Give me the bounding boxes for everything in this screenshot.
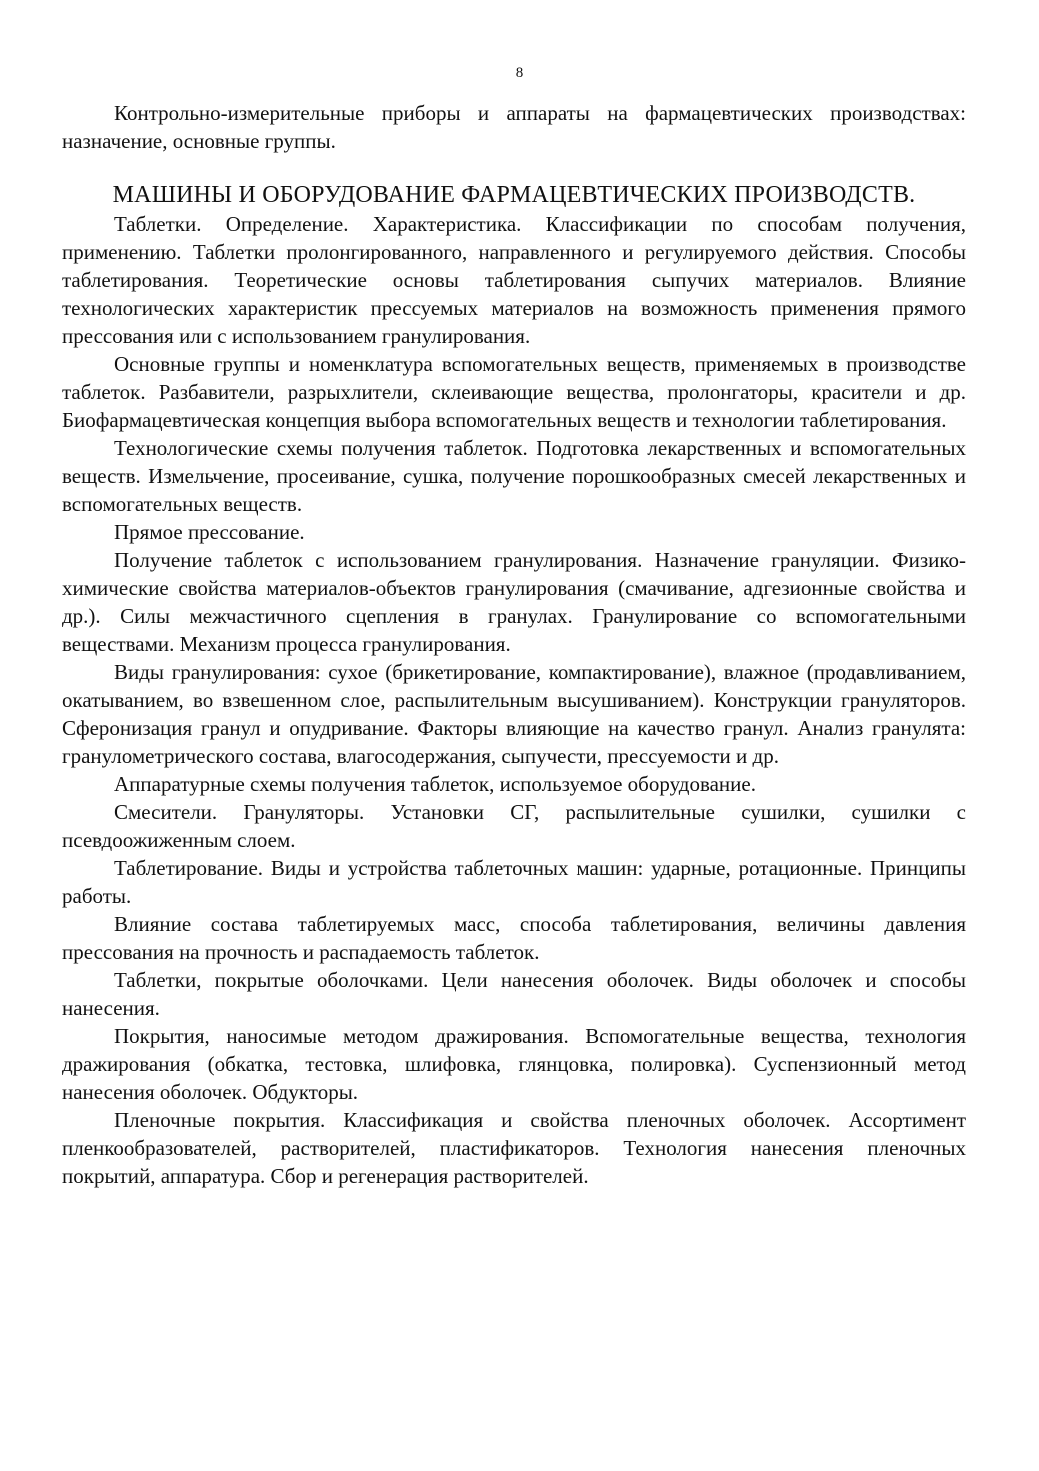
- page-content: [62, 99, 966, 1190]
- paragraph-equipment-schemes: Аппаратурные схемы получения таблеток, используемое оборудование.: [114, 772, 756, 796]
- paragraph-dragee-coating: Покрытия, наносимые методом дражирования. Вспомогательные вещества, технология дражирования (обкатка, тестовка, шлифовка, глянцовка, полировка). Суспензионный метод нанесения оболочек. Обдукторы.: [62, 1024, 966, 1104]
- paragraph-tech-schemes: Технологические схемы получения таблеток. Подготовка лекарственных и вспомогательных веществ. Измельчение, просеивание, сушка, получение порошкообразных смесей лекарственных и вспомогательных веществ.: [62, 436, 966, 516]
- intro-paragraph: Контрольно-измерительные приборы и аппараты на фармацевтических производствах: назначение, основные группы.: [62, 101, 966, 153]
- paragraph-granulation: Получение таблеток с использованием гранулирования. Назначение грануляции. Физико-химические свойства материалов-объектов гранулирования (смачивание, адгезионные свойства и др.). Силы межчастичного сцепления в гранулах. Гранулирование со вспомогательными веществами. Механизм процесса гранулирования.: [62, 548, 966, 656]
- paragraph-mixers: Смесители. Грануляторы. Установки СГ, распылительные сушилки, сушилки с псевдоожиженным слоем.: [62, 800, 966, 852]
- paragraph-direct-pressing: Прямое прессование.: [114, 520, 305, 544]
- paragraph-tablets: Таблетки. Определение. Характеристика. Классификации по способам получения, применению. Таблетки пролонгированного, направленного и регулируемого действия. Способы таблетирования. Теоретические основы таблетирования сыпучих материалов. Влияние технологических характеристик прессуемых материалов на возможность применения прямого прессования или с использованием гранулирования.: [62, 212, 966, 348]
- paragraph-coated-tablets: Таблетки, покрытые оболочками. Цели нанесения оболочек. Виды оболочек и способы нанесения.: [62, 968, 966, 1020]
- paragraph-granulation-types: Виды гранулирования: сухое (брикетирование, компактирование), влажное (продавливанием, окатыванием, во взвешенном слое, распылительным высушиванием). Конструкции грануляторов. Сферонизация гранул и опудривание. Факторы влияющие на качество гранул. Анализ гранулята: гранулометрического состава, влагосодержания, сыпучести, прессуемости и др.: [62, 660, 966, 768]
- paragraph-composition-influence: Влияние состава таблетируемых масс, способа таблетирования, величины давления прессования на прочность и распадаемость таблеток.: [62, 912, 966, 964]
- section-heading: МАШИНЫ И ОБОРУДОВАНИЕ ФАРМАЦЕВТИЧЕСКИХ ПРОИЗВОДСТВ.: [112, 182, 916, 208]
- paragraph-film-coating: Пленочные покрытия. Классификация и свойства пленочных оболочек. Ассортимент пленкообразователей, растворителей, пластификаторов. Технология нанесения пленочных покрытий, аппаратура. Сбор и регенерация растворителей.: [62, 1108, 966, 1188]
- paragraph-excipients: Основные группы и номенклатура вспомогательных веществ, применяемых в производстве таблеток. Разбавители, разрыхлители, склеивающие вещества, пролонгаторы, красители и др. Биофармацевтическая концепция выбора вспомогательных веществ и технологии таблетирования.: [62, 352, 966, 432]
- paragraph-tableting: Таблетирование. Виды и устройства таблеточных машин: ударные, ротационные. Принципы работы.: [62, 856, 966, 908]
- page-number: 8: [515, 65, 524, 81]
